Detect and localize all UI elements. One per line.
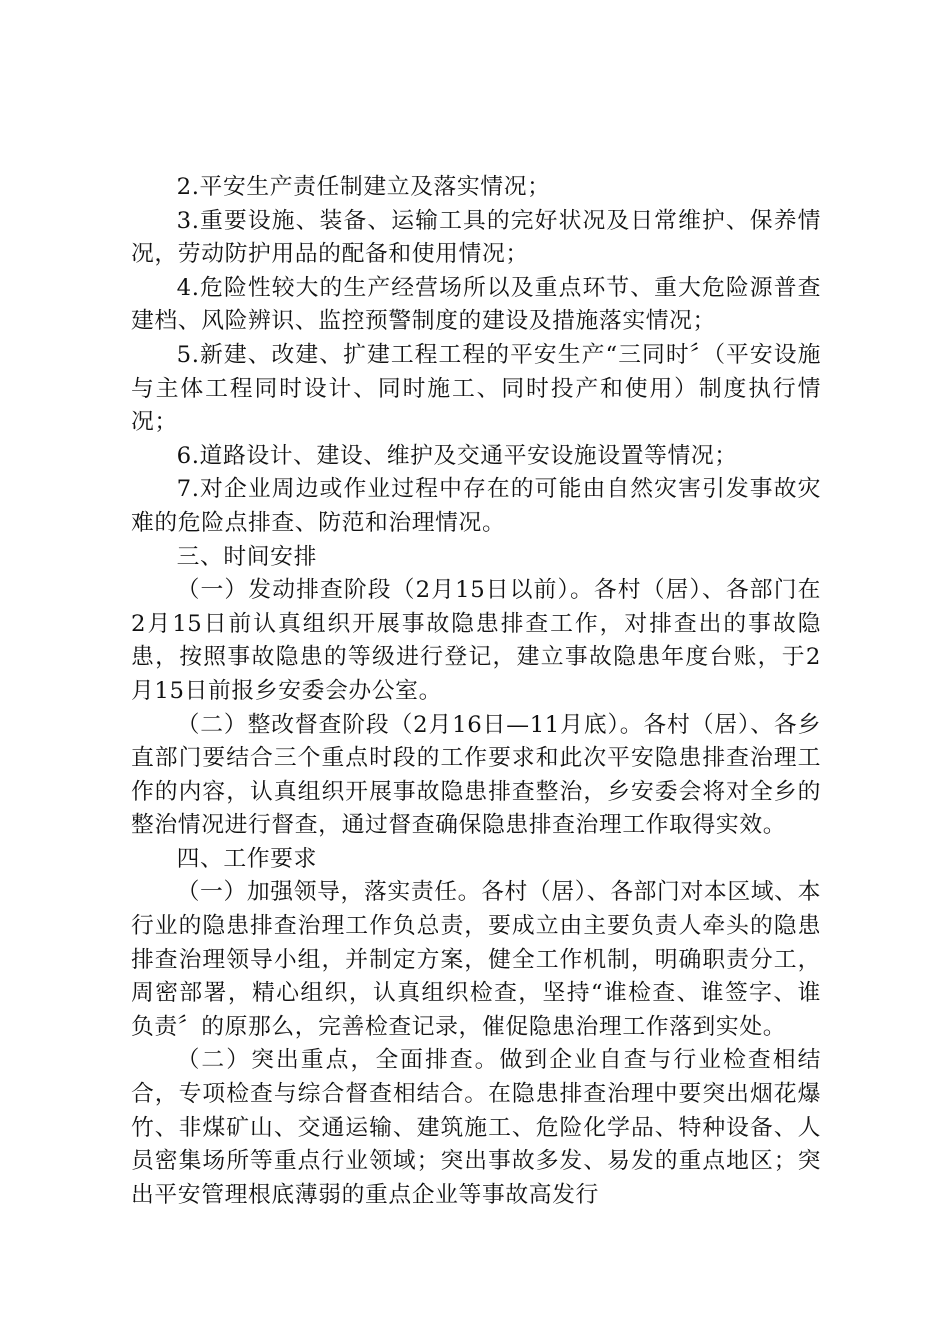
section-heading-requirements: 四、工作要求	[176, 845, 317, 872]
list-item-6: 6.道路设计、建设、维护及交通平安设施设置等情况；	[176, 442, 738, 469]
list-item-7: 7.对企业周边或作业过程中存在的可能由自然灾害引发事故灾难的危险点排查、防范和治理情况。	[131, 476, 821, 536]
section-heading-schedule: 三、时间安排	[176, 543, 317, 570]
list-item-4: 4.危险性较大的生产经营场所以及重点环节、重大危险源普查建档、风险辨识、监控预警制度的建设及措施落实情况；	[131, 274, 821, 335]
paragraph-requirement-2: （二）突出重点，全面排查。做到企业自查与行业检查相结合，专项检查与综合督查相结合。在隐患排查治理中要突出烟花爆竹、非煤矿山、交通运输、建筑施工、危险化学品、特种设备、人员密集场所等重点行业领域；突出事故多发、易发的重点地区；突出平安管理根底薄弱的重点企业等事故高发行	[131, 1047, 821, 1208]
paragraph-phase-2: （二）整改督查阶段（2月16日—11月底）。各村（居）、各乡直部门要结合三个重点时段的工作要求和此次平安隐患排查治理工作的内容，认真组织开展事故隐患排查整治，乡安委会将对全乡的整治情况进行督查，通过督查确保隐患排查治理工作取得实效。	[131, 711, 821, 839]
list-item-2: 2.平安生产责任制建立及落实情况；	[176, 174, 551, 200]
list-item-5: 5.新建、改建、扩建工程工程的平安生产“三同时〞（平安设施与主体工程同时设计、同时施工、同时投产和使用）制度执行情况；	[131, 341, 821, 436]
paragraph-requirement-1: （一）加强领导，落实责任。各村（居）、各部门对本区域、本行业的隐患排查治理工作负总责，要成立由主要负责人牵头的隐患排查治理领导小组，并制定方案，健全工作机制，明确职责分工，周密部署，精心组织，认真组织检查，坚持“谁检查、谁签字、谁负责〞的原那么，完善检查记录，催促隐患治理工作落到实处。	[131, 879, 821, 1040]
body-text	[131, 171, 821, 1212]
list-item-3: 3.重要设施、装备、运输工具的完好状况及日常维护、保养情况，劳动防护用品的配备和使用情况；	[131, 207, 821, 268]
paragraph-phase-1: （一）发动排查阶段（2月15日以前）。各村（居）、各部门在2月15日前认真组织开展事故隐患排查工作，对排查出的事故隐患，按照事故隐患的等级进行登记，建立事故隐患年度台账，于2月15日前报乡安委会办公室。	[131, 577, 821, 704]
